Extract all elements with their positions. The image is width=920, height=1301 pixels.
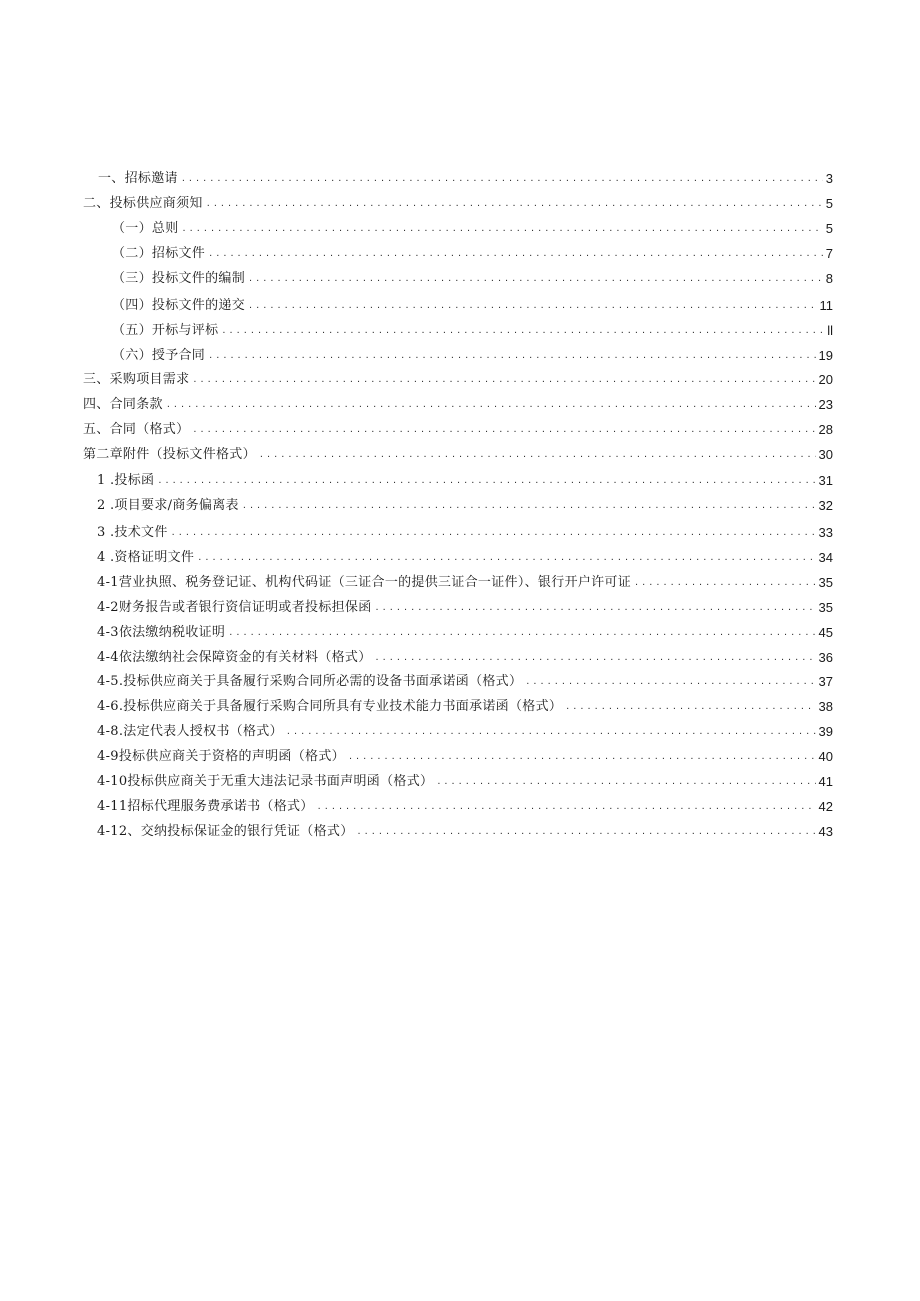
toc-title: （二）招标文件 xyxy=(112,246,206,261)
toc-leader-dots xyxy=(318,799,816,815)
toc-page-number: 39 xyxy=(818,724,833,739)
toc-leader-dots xyxy=(349,749,816,765)
toc-title: 4-11招标代理服务费承诺书（格式） xyxy=(97,799,314,814)
toc-title: （六）授予合同 xyxy=(112,348,206,363)
toc-page-number: 34 xyxy=(818,550,833,565)
toc-entry[interactable] xyxy=(112,317,833,339)
toc-entry[interactable] xyxy=(97,668,833,690)
toc-page-number: ll xyxy=(827,323,833,338)
toc-title: （一）总则 xyxy=(112,221,179,236)
toc-page-number: 32 xyxy=(818,498,833,513)
toc-entry[interactable] xyxy=(112,215,833,237)
toc-page-number: 45 xyxy=(818,625,833,640)
toc-entry[interactable] xyxy=(97,718,833,740)
toc-entry[interactable] xyxy=(83,366,833,388)
toc-title: 4-2财务报告或者银行资信证明或者投标担保函 xyxy=(97,600,372,615)
toc-entry[interactable] xyxy=(97,743,833,765)
toc-entry[interactable] xyxy=(97,768,833,790)
toc-leader-dots xyxy=(358,824,816,840)
toc-title: 4-10投标供应商关于无重大违法记录书面声明函（格式） xyxy=(97,774,434,789)
toc-title: 一、招标邀请 xyxy=(98,171,178,186)
toc-leader-dots xyxy=(158,473,815,489)
toc-title: 第二章附件（投标文件格式） xyxy=(83,447,256,462)
toc-leader-dots xyxy=(243,498,816,514)
toc-title: 1 .投标函 xyxy=(97,473,155,488)
toc-entry[interactable] xyxy=(97,519,833,541)
toc-page-number: 28 xyxy=(818,422,833,437)
toc-page-number: 36 xyxy=(818,650,833,665)
toc-page-number: 37 xyxy=(818,674,833,689)
toc-leader-dots xyxy=(526,674,815,690)
toc-title: 4-9投标供应商关于资格的声明函（格式） xyxy=(97,749,345,764)
toc-title: 3 .技术文件 xyxy=(97,525,168,540)
toc-page-number: 33 xyxy=(818,525,833,540)
toc-page-number: 11 xyxy=(819,298,833,313)
toc-leader-dots xyxy=(635,575,815,591)
toc-leader-dots xyxy=(209,348,815,364)
toc-leader-dots xyxy=(376,650,816,666)
toc-page-number: 5 xyxy=(825,196,833,211)
toc-entry[interactable] xyxy=(97,594,833,616)
toc-page-number: 31 xyxy=(818,473,833,488)
toc-title: 4-5.投标供应商关于具备履行采购合同所必需的设备书面承诺函（格式） xyxy=(97,674,523,689)
toc-title: 4-12、交纳投标保证金的银行凭证（格式） xyxy=(97,824,354,839)
toc-title: （三）投标文件的编制 xyxy=(112,271,246,286)
toc-leader-dots xyxy=(229,625,815,641)
toc-title: 五、合同（格式） xyxy=(83,422,190,437)
toc-leader-dots xyxy=(566,699,815,715)
toc-entry[interactable] xyxy=(97,492,833,514)
toc-title: 4-1营业执照、税务登记证、机构代码证（三证合一的提供三证合一证件）、银行开户许可证 xyxy=(97,575,632,590)
toc-title: 四、合同条款 xyxy=(83,397,163,412)
toc-page-number: 20 xyxy=(818,372,833,387)
toc-page-number: 23 xyxy=(818,397,833,412)
toc-title: 4-3依法缴纳税收证明 xyxy=(97,625,226,640)
toc-entry[interactable] xyxy=(112,342,833,364)
toc-leader-dots xyxy=(167,397,816,413)
toc-entry[interactable] xyxy=(97,569,833,591)
toc-title: 二、投标供应商须知 xyxy=(83,196,203,211)
toc-entry[interactable] xyxy=(97,793,833,815)
toc-title: （四）投标文件的递交 xyxy=(112,298,246,313)
toc-entry[interactable] xyxy=(83,391,833,413)
toc-entry[interactable] xyxy=(112,265,833,287)
toc-leader-dots xyxy=(249,271,823,287)
toc-title: 三、采购项目需求 xyxy=(83,372,190,387)
toc-title: 4-8.法定代表人授权书（格式） xyxy=(97,724,283,739)
toc-leader-dots xyxy=(376,600,816,616)
toc-title: 4 .资格证明文件 xyxy=(97,550,195,565)
toc-leader-dots xyxy=(198,550,815,566)
toc-entry[interactable] xyxy=(83,441,833,463)
toc-entry[interactable] xyxy=(112,292,833,314)
toc-page-number: 5 xyxy=(825,221,833,236)
toc-leader-dots xyxy=(287,724,816,740)
toc-leader-dots xyxy=(437,774,815,790)
toc-page-number: 43 xyxy=(818,824,833,839)
toc-title: 4-4依法缴纳社会保障资金的有关材料（格式） xyxy=(97,650,372,665)
toc-page-number: 41 xyxy=(818,774,833,789)
toc-page-number: 38 xyxy=(818,699,833,714)
toc-leader-dots xyxy=(172,525,816,541)
toc-leader-dots xyxy=(249,298,816,314)
toc-leader-dots xyxy=(182,171,823,187)
toc-leader-dots xyxy=(193,422,815,438)
toc-page-number: 19 xyxy=(818,348,833,363)
toc-entry[interactable] xyxy=(83,416,833,438)
toc-entry[interactable] xyxy=(97,644,833,666)
toc-entry[interactable] xyxy=(98,165,833,187)
toc-entry[interactable] xyxy=(83,190,833,212)
toc-page-number: 35 xyxy=(818,600,833,615)
toc-entry[interactable] xyxy=(97,467,833,489)
toc-page-number: 8 xyxy=(825,271,833,286)
toc-title: 4-6.投标供应商关于具备履行采购合同所具有专业技术能力书面承诺函（格式） xyxy=(97,699,563,714)
toc-entry[interactable] xyxy=(97,619,833,641)
toc-entry[interactable] xyxy=(97,544,833,566)
toc-leader-dots xyxy=(183,221,823,237)
toc-entry[interactable] xyxy=(112,240,833,262)
toc-leader-dots xyxy=(193,372,815,388)
toc-page-number: 7 xyxy=(825,246,833,261)
toc-leader-dots xyxy=(222,323,824,339)
toc-entry[interactable] xyxy=(97,818,833,840)
toc-leader-dots xyxy=(209,246,823,262)
toc-page-number: 42 xyxy=(818,799,833,814)
toc-title: （五）开标与评标 xyxy=(112,323,219,338)
toc-entry[interactable] xyxy=(97,693,833,715)
toc-leader-dots xyxy=(260,447,816,463)
toc-page-number: 40 xyxy=(818,749,833,764)
toc-page-number: 35 xyxy=(818,575,833,590)
toc-title: 2 .项目要求/商务偏离表 xyxy=(97,498,239,513)
toc-page-number: 30 xyxy=(818,447,833,462)
toc-page-number: 3 xyxy=(825,171,833,186)
toc-leader-dots xyxy=(207,196,823,212)
